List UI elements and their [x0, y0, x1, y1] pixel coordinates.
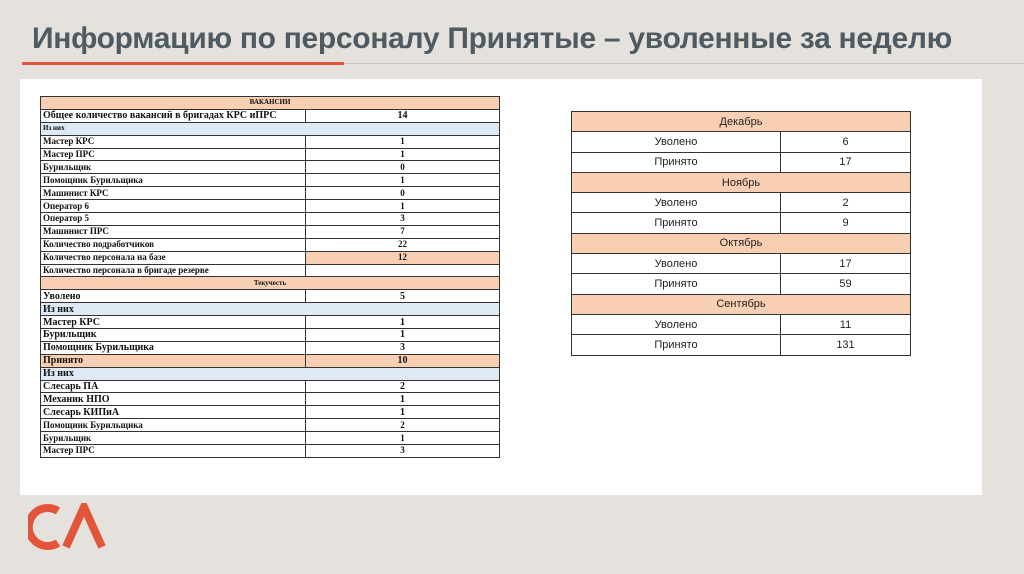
fired-label: Уволено — [572, 254, 781, 274]
table-row-value: 1 — [306, 135, 500, 148]
table-row-label: Мастер ПРС — [41, 148, 306, 161]
hired-label: Принято — [572, 335, 781, 355]
fired-label: Уволено — [41, 290, 306, 303]
fired-label: Уволено — [572, 193, 781, 213]
table-row-value: 3 — [306, 213, 500, 226]
table-row-label: Количество подработчиков — [41, 238, 306, 251]
table-row-value: 1 — [306, 432, 500, 445]
fired-value: 5 — [306, 290, 500, 303]
of-them-label: Из них — [41, 122, 500, 135]
table-row-value: 0 — [306, 187, 500, 200]
vacancies-header: ВАКАНСИИ — [41, 97, 500, 110]
table-row-value: 1 — [306, 329, 500, 342]
table-row-label: Количество персонала на базе — [41, 251, 306, 264]
table-row-value: 22 — [306, 238, 500, 251]
table-row-label: Машинист ПРС — [41, 225, 306, 238]
table-row-label: Мастер ПРС — [41, 445, 306, 458]
fired-of-them-label: Из них — [41, 303, 500, 316]
title-underline — [344, 63, 1024, 64]
hired-value: 131 — [781, 335, 911, 355]
page-title: Информацию по персоналу Принятые – уволенные за неделю — [32, 22, 952, 55]
hired-of-them-label: Из них — [41, 367, 500, 380]
table-row-label: Помощник Бурильщика — [41, 174, 306, 187]
table-row-label: Бурильщик — [41, 329, 306, 342]
table-row-label: Оператор 5 — [41, 213, 306, 226]
table-row-value — [306, 264, 500, 277]
table-row-label: Помощник Бурильщика — [41, 419, 306, 432]
table-row-value: 0 — [306, 161, 500, 174]
table-row-label: Мастер КРС — [41, 316, 306, 329]
fired-value: 2 — [781, 193, 911, 213]
table-row-value: 7 — [306, 225, 500, 238]
hired-value: 17 — [781, 152, 911, 172]
fired-value: 6 — [781, 132, 911, 152]
vacancies-table — [40, 96, 500, 458]
table-row-value: 1 — [306, 406, 500, 419]
hired-label: Принято — [572, 213, 781, 233]
table-row-label: Мастер КРС — [41, 135, 306, 148]
hired-value: 9 — [781, 213, 911, 233]
table-row-value: 3 — [306, 341, 500, 354]
table-row-value: 1 — [306, 393, 500, 406]
total-vacancies-value: 14 — [306, 109, 500, 122]
table-row-value: 3 — [306, 445, 500, 458]
table-row-label: Слесарь ПА — [41, 380, 306, 393]
fired-value: 11 — [781, 314, 911, 334]
table-row-label: Бурильщик — [41, 161, 306, 174]
fired-value: 17 — [781, 254, 911, 274]
table-row-label: Количество персонала в бригаде резерве — [41, 264, 306, 277]
fired-label: Уволено — [572, 132, 781, 152]
monthly-summary-table — [571, 111, 911, 356]
table-row-value: 2 — [306, 380, 500, 393]
hired-label: Принято — [572, 152, 781, 172]
table-row-label: Бурильщик — [41, 432, 306, 445]
month-header: Сентябрь — [572, 294, 911, 314]
fired-label: Уволено — [572, 314, 781, 334]
table-row-value: 12 — [306, 251, 500, 264]
hired-value: 10 — [306, 354, 500, 367]
month-header: Ноябрь — [572, 172, 911, 192]
sl-logo-icon — [28, 503, 108, 551]
hired-label: Принято — [572, 274, 781, 294]
table-row-value: 1 — [306, 174, 500, 187]
month-header: Октябрь — [572, 233, 911, 253]
table-row-value: 1 — [306, 148, 500, 161]
table-row-value: 2 — [306, 419, 500, 432]
turnover-header: Текучесть — [41, 277, 500, 290]
hired-value: 59 — [781, 274, 911, 294]
table-row-label: Машинист КРС — [41, 187, 306, 200]
table-row-label: Механик НПО — [41, 393, 306, 406]
hired-label: Принято — [41, 354, 306, 367]
table-row-label: Оператор 6 — [41, 200, 306, 213]
table-row-label: Слесарь КИПиА — [41, 406, 306, 419]
table-row-label: Помощник Бурильщика — [41, 341, 306, 354]
total-vacancies-label: Общее количество вакансий в бригадах КРС иПРС — [41, 109, 306, 122]
title-underline-accent — [22, 62, 344, 65]
table-row-value: 1 — [306, 316, 500, 329]
table-row-value: 1 — [306, 200, 500, 213]
month-header: Декабрь — [572, 112, 911, 132]
